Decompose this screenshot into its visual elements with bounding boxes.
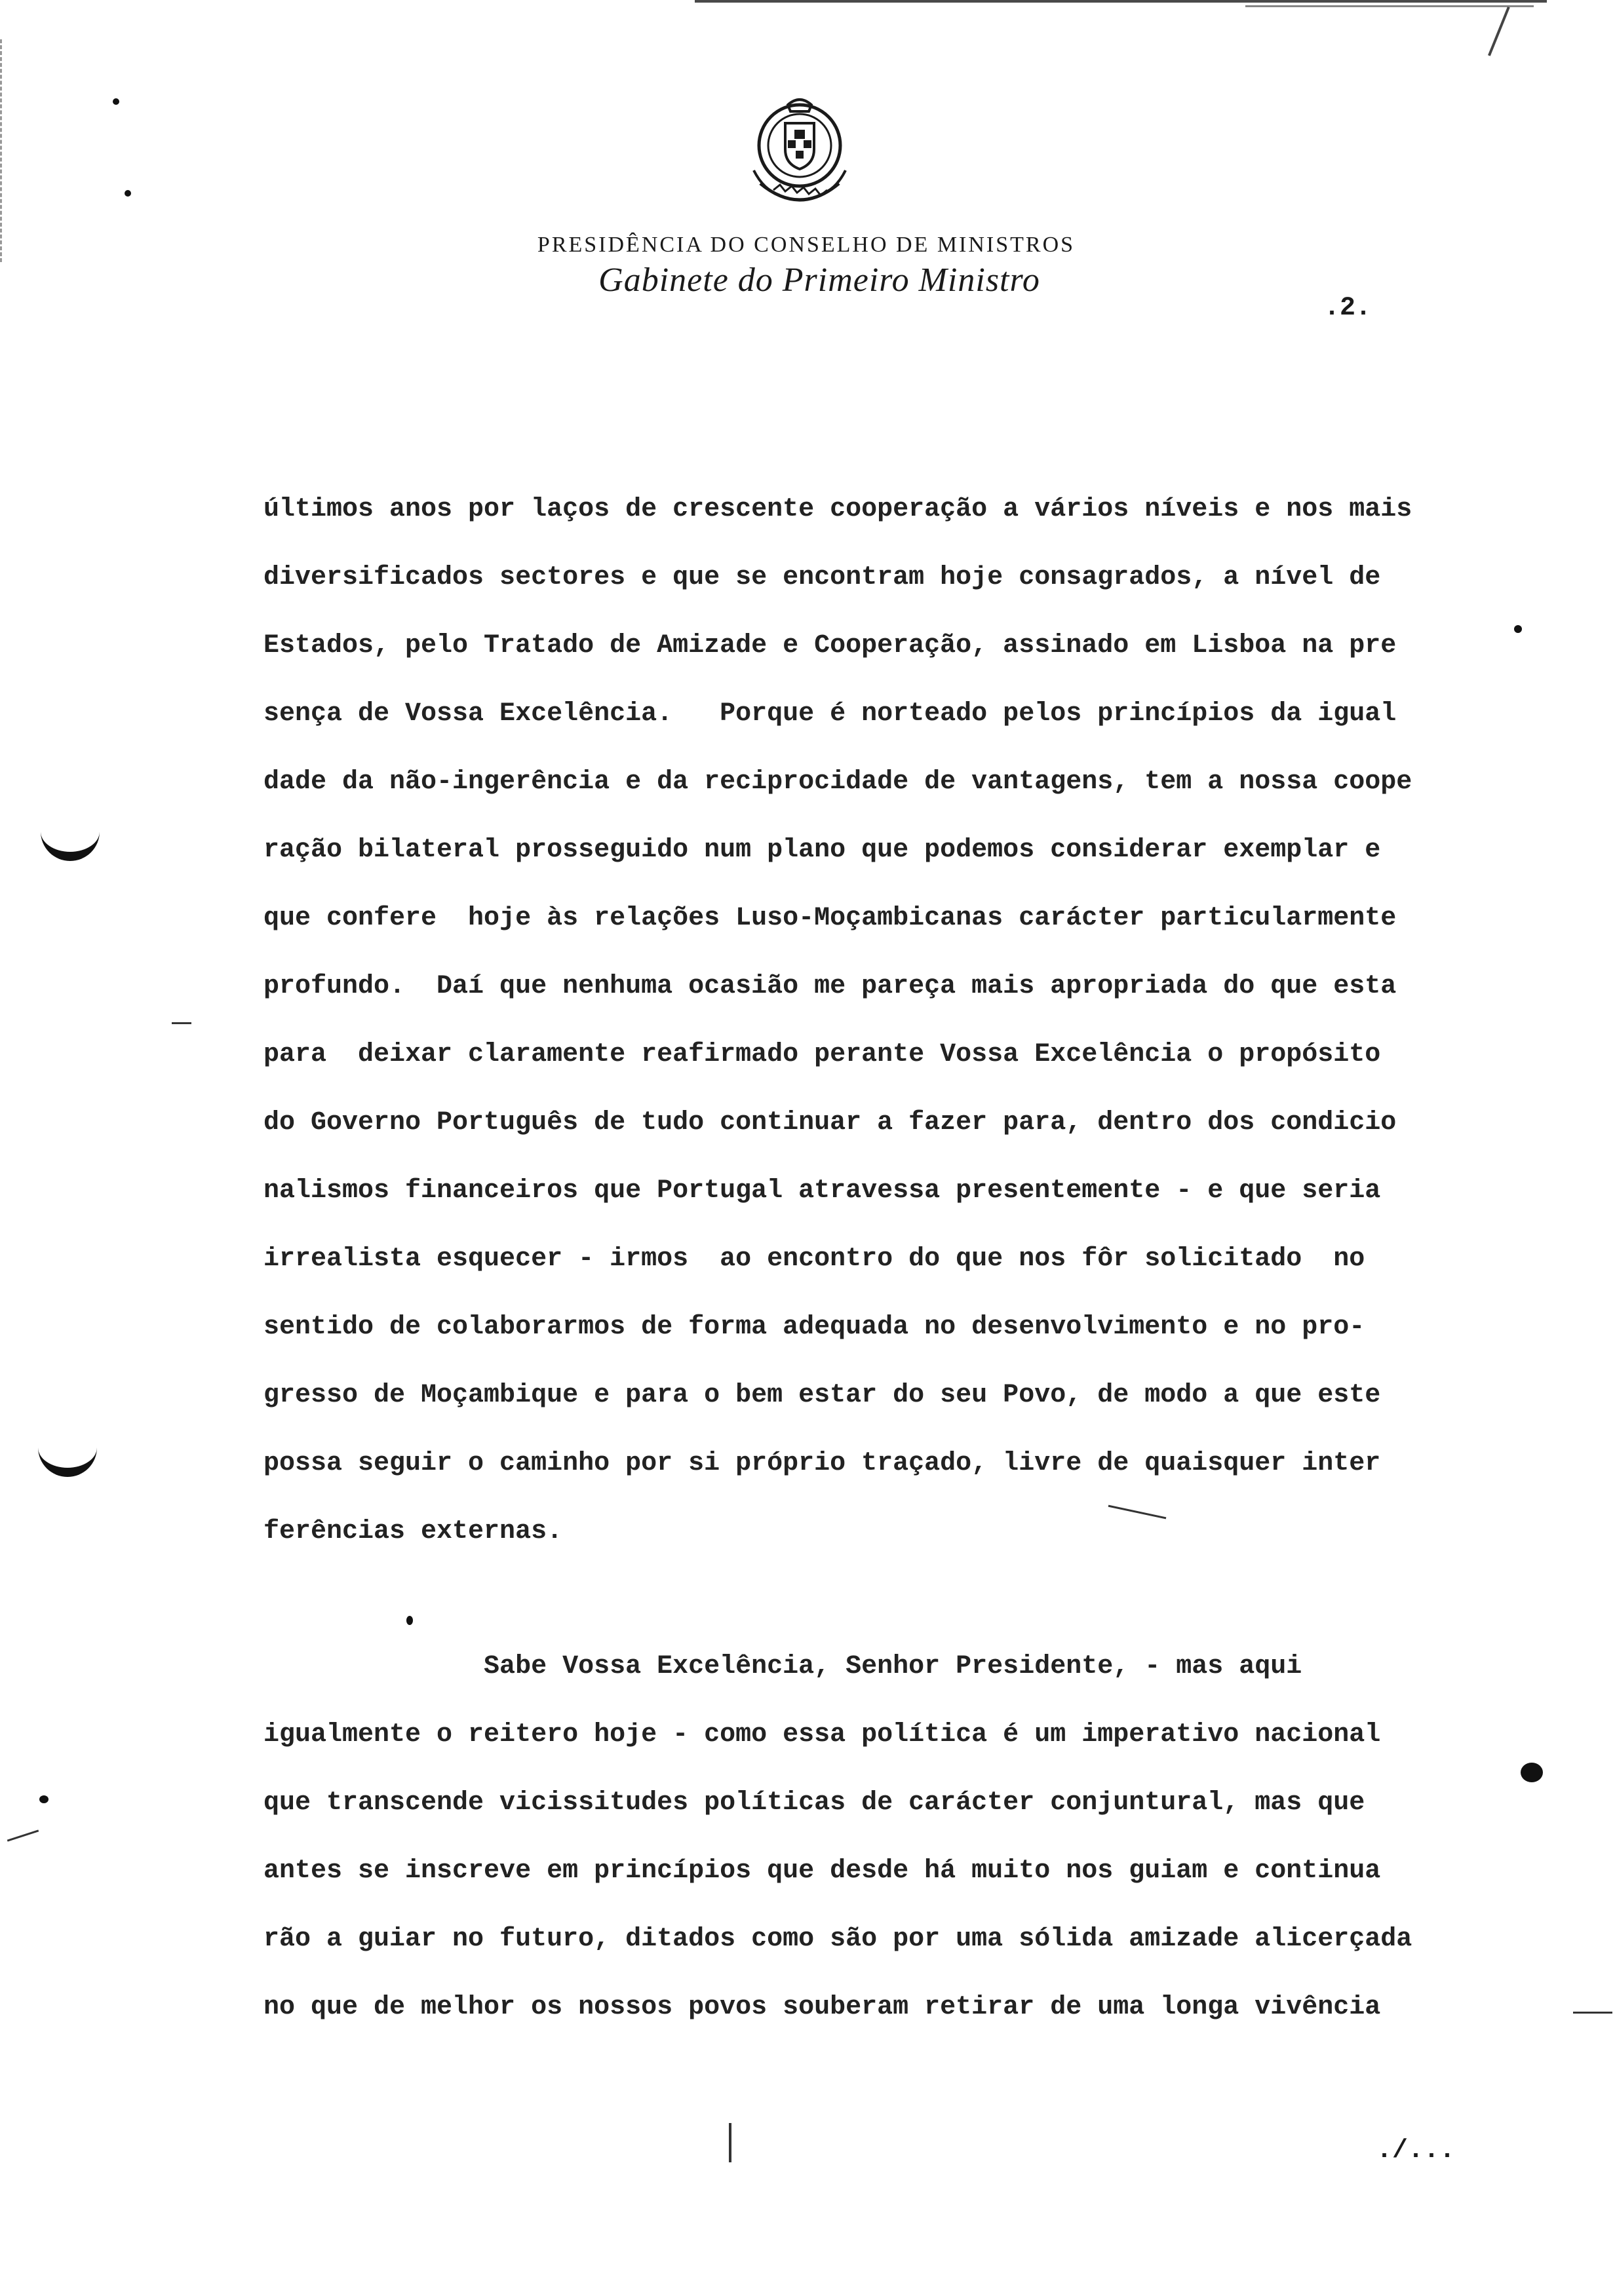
text-line: profundo. Daí que nenhuma ocasião me pareça mais apropriada do que esta	[263, 972, 1397, 1001]
paragraph-1	[263, 476, 1469, 1566]
office-subtitle: Gabinete do Primeiro Ministro	[598, 261, 1040, 299]
text-line: ferências externas.	[263, 1517, 563, 1546]
text-line: no que de melhor os nossos povos souberam retirar de uma longa vivência	[263, 1993, 1381, 2022]
scan-speck	[1514, 625, 1522, 633]
text-line: sentido de colaborarmos de forma adequada no desenvolvimento e no pro-	[263, 1312, 1365, 1342]
text-line: últimos anos por laços de crescente cooperação a vários níveis e nos mais	[263, 495, 1412, 524]
text-line: que transcende vicissitudes políticas de carácter conjuntural, mas que	[263, 1788, 1365, 1818]
punch-hole-mark	[38, 1428, 97, 1477]
scan-speck	[39, 1795, 49, 1803]
punch-hole-mark	[41, 813, 100, 861]
text-line: possa seguir o caminho por si próprio traçado, livre de quaisquer inter	[263, 1449, 1381, 1478]
scan-line-mark	[172, 1022, 191, 1024]
scan-speck	[406, 1616, 413, 1625]
text-line: diversificados sectores e que se encontram hoje consagrados, a nível de	[263, 563, 1381, 592]
scan-speck	[113, 98, 119, 105]
text-line: que confere hoje às relações Luso-Moçambicanas carácter particularmente	[263, 904, 1397, 933]
scan-line-mark	[7, 1829, 39, 1841]
text-line: irrealista esquecer - irmos ao encontro do que nos fôr solicitado no	[263, 1244, 1365, 1274]
paragraph-2	[263, 1633, 1469, 2042]
text-line: dade da não-ingerência e da reciprocidade de vantagens, tem a nossa coope	[263, 767, 1412, 797]
text-line: ração bilateral prosseguido num plano que podemos considerar exemplar e	[263, 835, 1381, 865]
scan-line-mark	[1573, 2012, 1612, 2014]
corner-pen-mark	[1488, 7, 1510, 56]
scan-line-mark	[729, 2123, 731, 2162]
text-line: gresso de Moçambique e para o bem estar do seu Povo, de modo a que este	[263, 1381, 1381, 1410]
text-line: do Governo Português de tudo continuar a fazer para, dentro dos condicio	[263, 1108, 1397, 1138]
text-line: Estados, pelo Tratado de Amizade e Cooperação, assinado em Lisboa na pre	[263, 631, 1397, 660]
scan-speck	[125, 190, 131, 197]
text-line: igualmente o reitero hoje - como essa política é um imperativo nacional	[263, 1720, 1381, 1750]
coat-of-arms-seal-icon	[734, 92, 865, 216]
text-line: rão a guiar no futuro, ditados como são por uma sólida amizade alicerçada	[263, 1924, 1412, 1954]
text-line: Sabe Vossa Excelência, Senhor Presidente, - mas aqui	[263, 1652, 1302, 1681]
text-line: antes se inscreve em princípios que desde há muito nos guiam e continua	[263, 1856, 1381, 1886]
office-title: PRESIDÊNCIA DO CONSELHO DE MINISTROS	[537, 233, 1076, 257]
binding-edge-marks	[0, 39, 6, 262]
text-line: para deixar claramente reafirmado perante Vossa Excelência o propósito	[263, 1040, 1381, 1069]
page-number: .2.	[1324, 294, 1372, 323]
text-line: sença de Vossa Excelência. Porque é norteado pelos princípios da igual	[263, 699, 1397, 729]
scan-speck	[1521, 1763, 1543, 1782]
top-edge-rule-secondary	[1245, 5, 1534, 11]
text-line: nalismos financeiros que Portugal atravessa presentemente - e que seria	[263, 1176, 1381, 1206]
continuation-mark: ./...	[1376, 2136, 1456, 2166]
